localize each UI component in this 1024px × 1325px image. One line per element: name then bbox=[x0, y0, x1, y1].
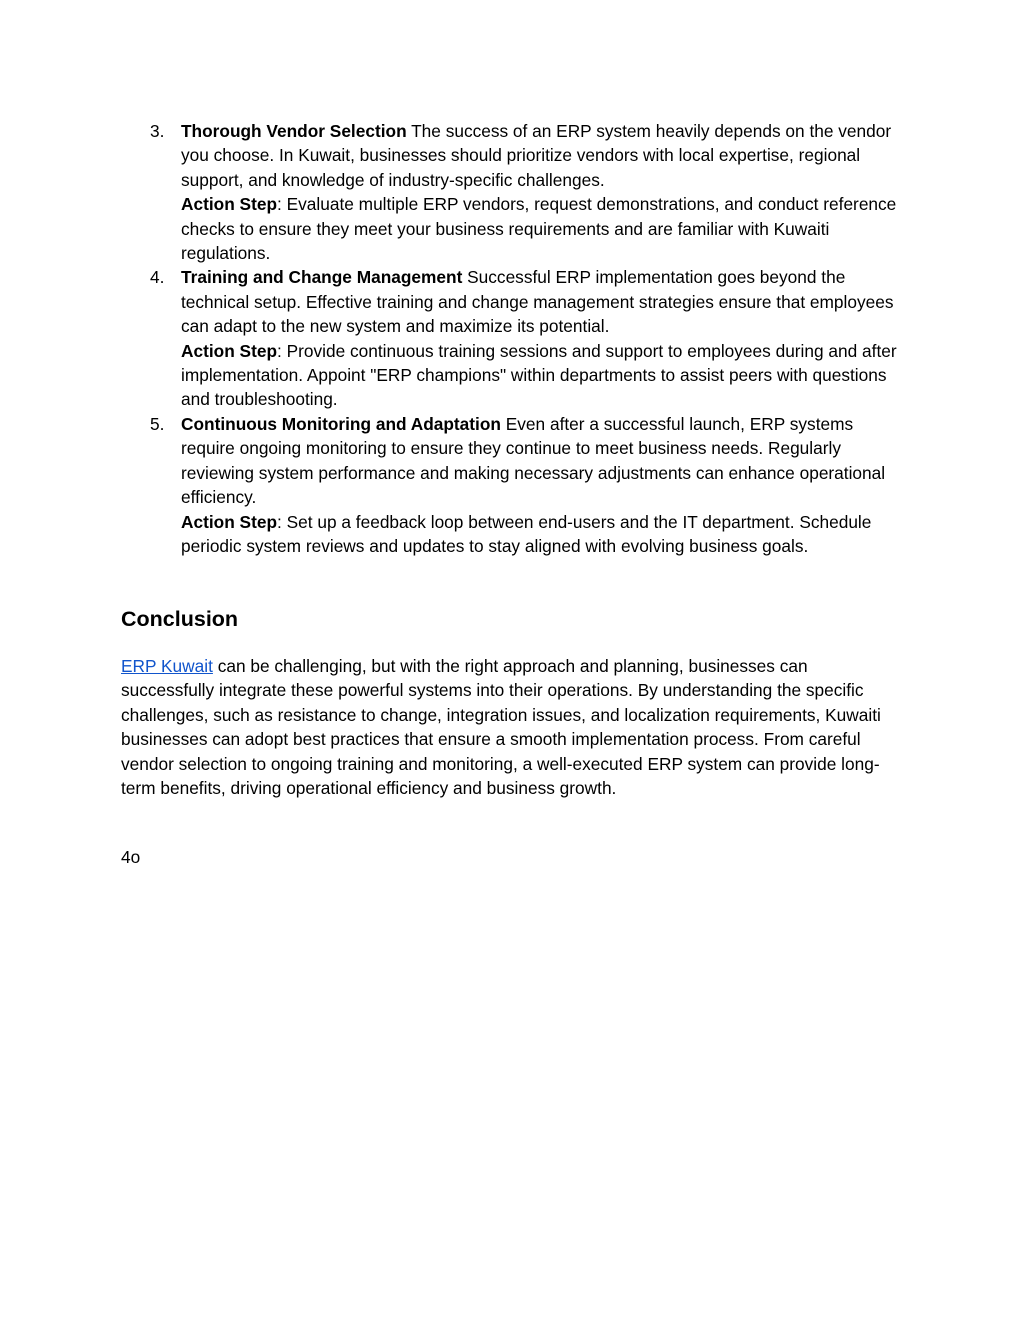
action-step-label: Action Step bbox=[181, 194, 278, 215]
list-item-text: Even after a successful launch, ERP systems require ongoing monitoring to ensure they continue to meet business needs. Regularly reviewing system performance and making necessary adjustments can enhance operational efficiency. bbox=[181, 413, 886, 508]
list-item-number: 5. bbox=[150, 413, 165, 434]
action-step-text: : Evaluate multiple ERP vendors, request demonstrations, and conduct reference checks to ensure they meet your business requirements and are familiar with Kuwaiti regulations. bbox=[181, 194, 897, 264]
conclusion-body-text: can be challenging, but with the right approach and planning, businesses can successfully integrate these powerful systems into their operations. By understanding the specific challenges, such as resistance to change, integration issues, and localization requirements, Kuwaiti businesses can adopt best practices that ensure a smooth implementation process. From careful vendor selection to ongoing training and monitoring, a well-executed ERP system can provide long-term benefits, driving operational efficiency and business growth. bbox=[121, 656, 881, 799]
list-item-title: Continuous Monitoring and Adaptation bbox=[181, 413, 501, 434]
erp-kuwait-link[interactable]: ERP Kuwait bbox=[121, 656, 213, 676]
list-item-text: Successful ERP implementation goes beyond the technical setup. Effective training and change management strategies ensure that employees can adapt to the new system and maximize its potential. bbox=[181, 267, 894, 337]
action-step-text: : Provide continuous training sessions and support to employees during and after implementation. Appoint "ERP champions" within departments to assist peers with questions and troubleshooting. bbox=[181, 340, 897, 410]
conclusion-heading: Conclusion bbox=[121, 607, 239, 631]
list-item-title: Thorough Vendor Selection bbox=[181, 121, 407, 141]
list-item-number: 4. bbox=[150, 267, 165, 288]
list-item-vendor-selection bbox=[121, 119, 911, 265]
conclusion-paragraph bbox=[121, 654, 891, 800]
list-item-number: 3. bbox=[150, 121, 165, 141]
trailing-text: 4o bbox=[121, 847, 141, 867]
list-item-title: Training and Change Management bbox=[181, 267, 463, 288]
list-item-text: The success of an ERP system heavily depends on the vendor you choose. In Kuwait, businesses should prioritize vendors with local expertise, regional support, and knowledge of industry-specific challenges. bbox=[181, 121, 892, 190]
best-practices-list bbox=[121, 119, 911, 558]
action-step-text: : Set up a feedback loop between end-users and the IT department. Schedule periodic system reviews and updates to stay aligned with evolving business goals. bbox=[181, 511, 872, 556]
list-item-monitoring bbox=[121, 412, 911, 558]
action-step-label: Action Step bbox=[181, 340, 278, 361]
list-item-training bbox=[121, 265, 911, 411]
action-step-label: Action Step bbox=[181, 511, 278, 532]
